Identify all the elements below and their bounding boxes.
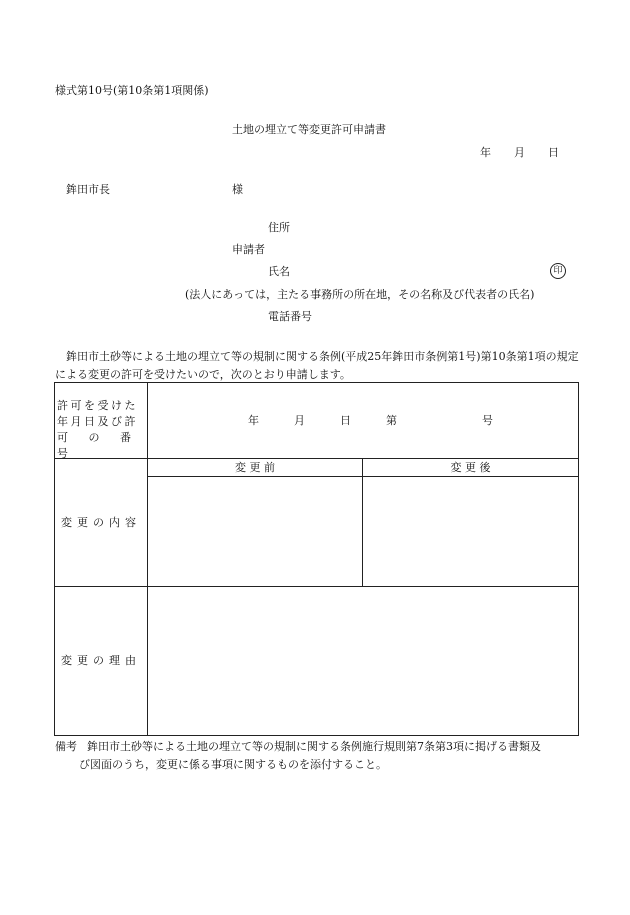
permit-date-number-fields	[248, 414, 493, 428]
remarks-text-line-1: 鉾田市土砂等による土地の埋立て等の規制に関する条例施行規則第7条第3項に掲げる書類及	[87, 740, 541, 753]
table-border-left	[54, 382, 55, 736]
application-date	[480, 146, 559, 160]
date-month: 月	[514, 146, 525, 159]
permit-day: 日	[340, 414, 351, 427]
table-border-bottom	[54, 735, 579, 736]
addressee-mayor: 鉾田市長	[66, 183, 110, 196]
change-reason-label: 変更の理由	[61, 654, 141, 667]
applicant-label: 申請者	[232, 243, 265, 256]
change-content-label: 変更の内容	[61, 516, 141, 529]
permit-year: 年	[248, 414, 259, 427]
address-label: 住所	[268, 221, 290, 234]
addressee-honorific: 様	[232, 183, 243, 196]
date-year: 年	[480, 146, 491, 159]
form-number-label: 様式第10号(第10条第1項関係)	[55, 84, 209, 97]
permit-label-line-1: 許可を受けた	[57, 399, 138, 412]
permit-month: 月	[294, 414, 305, 427]
before-change-header: 変 更 前	[235, 461, 275, 474]
permit-no-suffix: 号	[482, 414, 493, 427]
permit-no-prefix: 第	[386, 414, 397, 427]
seal-mark: 印	[550, 263, 566, 279]
permit-label-line-3: 可の番号	[57, 431, 145, 460]
remarks-heading: 備考	[55, 740, 77, 753]
document-title: 土地の埋立て等変更許可申請書	[232, 123, 386, 136]
corporation-note: (法人にあっては，主たる事務所の所在地，その名称及び代表者の氏名)	[185, 288, 535, 301]
name-label: 氏名	[268, 265, 290, 278]
after-change-cell[interactable]	[363, 477, 578, 586]
remarks-text-line-2: び図面のうち，変更に係る事項に関するものを添付すること。	[79, 758, 387, 771]
telephone-label: 電話番号	[268, 310, 312, 323]
after-change-header: 変 更 後	[450, 461, 491, 474]
permit-label-line-2: 年月日及び許	[57, 415, 138, 428]
before-change-cell[interactable]	[148, 477, 362, 586]
table-border-top	[54, 382, 579, 383]
date-day: 日	[548, 146, 559, 159]
table-border-right	[578, 382, 579, 736]
permit-date-number-label	[57, 398, 145, 462]
remarks	[55, 738, 580, 774]
change-reason-cell[interactable]	[148, 587, 578, 735]
intro-paragraph: 鉾田市土砂等による土地の埋立て等の規制に関する条例(平成25年鉾田市条例第1号)第10条第1項の規定による変更の許可を受けたいので，次のとおり申請します。	[55, 350, 579, 381]
